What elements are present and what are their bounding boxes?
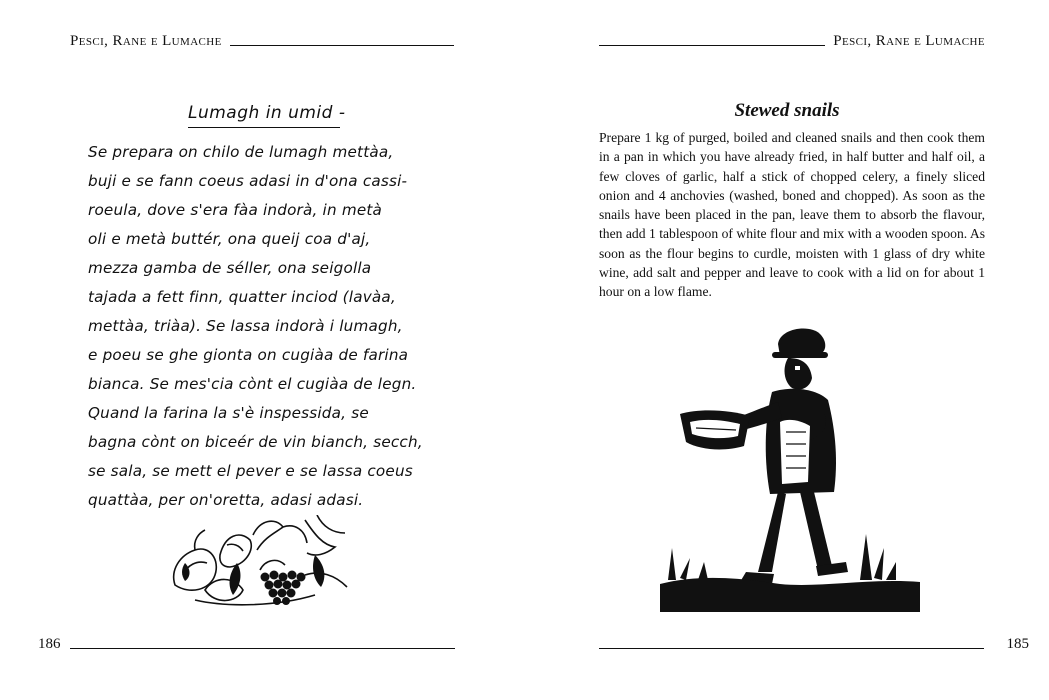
- man-carrying-basket-woodcut-icon: [660, 322, 920, 627]
- recipe-line: tajada a fett finn, quatter inciod (lavàa,: [88, 288, 396, 306]
- recipe-line: mettàa, triàa). Se lassa indorà i lumagh,: [88, 317, 403, 335]
- recipe-title: Stewed snails: [734, 100, 840, 121]
- page-number-left: 186: [38, 636, 61, 652]
- recipe-line: e poeu se ghe gionta on cugiàa de farina: [88, 346, 409, 364]
- right-page: [525, 0, 1049, 700]
- header-rule-left: [230, 45, 454, 46]
- recipe-line: Se prepara on chilo de lumagh mettàa,: [88, 143, 394, 161]
- recipe-body: Prepare 1 kg of purged, boiled and cleaned snails and then cook them in a pan in which you have already fried, in half butter and half oil, a few cloves of garlic, half a stick of chopped celery, a finely sliced onion and 4 anchovies (washed, boned and chopped). As soon as the snails have been placed in the pan, leave them to absorb the flavour, then add 1 tablespoon of white flour and mix with a wooden spoon. As soon as the flour begins to curdle, moisten with 1 glass of dry white wine, add salt and pepper and leave to cook with a lid on for about 1 hour on a low flame.: [599, 130, 985, 300]
- recipe-line: bianca. Se mes'cia cònt el cugiàa de legn.: [88, 375, 417, 393]
- running-head-right: Pesci, Rane e Lumache: [833, 33, 985, 49]
- title-underline: [188, 127, 340, 128]
- handwritten-recipe-text: [88, 138, 448, 515]
- recipe-line: mezza gamba de séller, ona seigolla: [88, 259, 372, 277]
- running-head-left: Pesci, Rane e Lumache: [70, 33, 222, 49]
- footer-rule-right: [599, 648, 984, 649]
- header-rule-right: [599, 45, 825, 46]
- left-page: [0, 0, 524, 700]
- recipe-line: quattàa, per on'oretta, adasi adasi.: [88, 491, 364, 509]
- recipe-line: Quand la farina la s'è inspessida, se: [88, 404, 369, 422]
- recipe-line: buji e se fann coeus adasi in d'ona cassi-: [88, 172, 408, 190]
- fruit-vegetable-engraving-icon: [165, 515, 355, 610]
- recipe-line: oli e metà buttér, ona queij coa d'aj,: [88, 230, 371, 248]
- recipe-line: bagna cònt on biceér de vin bianch, secch,: [88, 433, 423, 451]
- recipe-line: roeula, dove s'era fàa indorà, in metà: [88, 201, 383, 219]
- recipe-line: se sala, se mett el pever e se lassa coeus: [88, 462, 413, 480]
- footer-rule-left: [70, 648, 455, 649]
- handwritten-recipe-title: Lumagh in umid -: [188, 103, 346, 123]
- page-number-right: 185: [1006, 636, 1029, 652]
